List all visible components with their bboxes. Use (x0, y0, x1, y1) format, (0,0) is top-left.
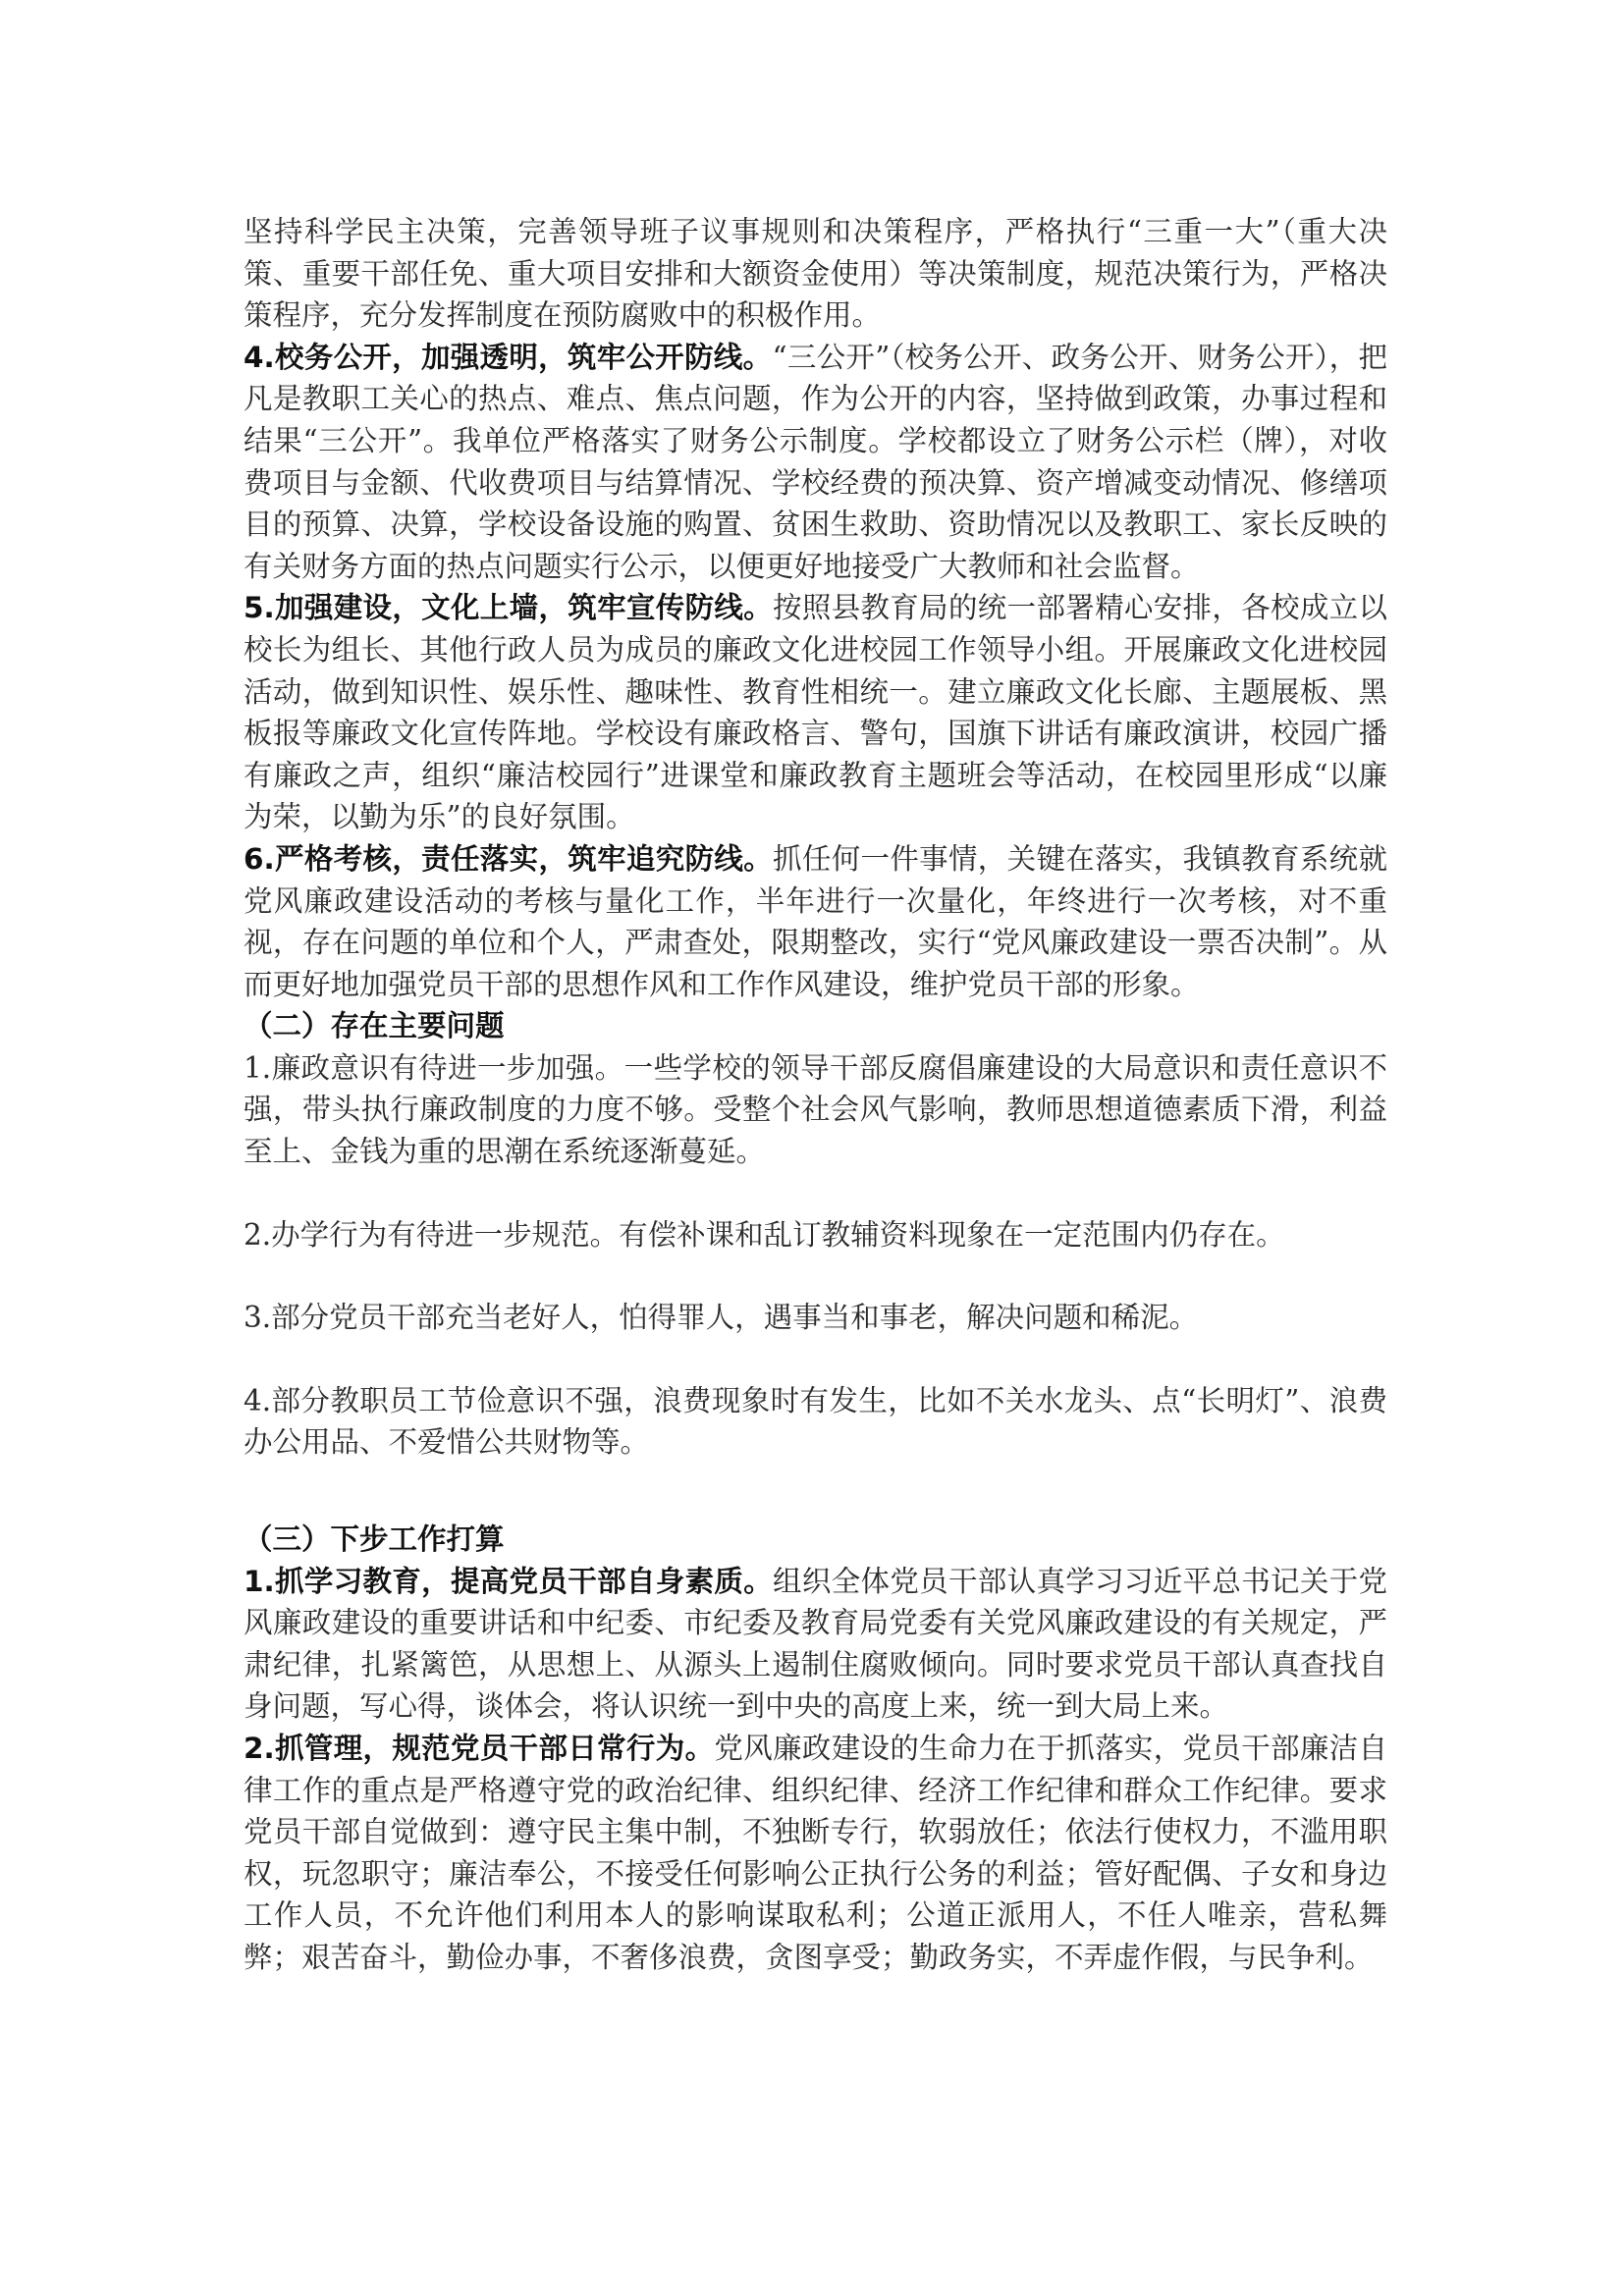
spacer (244, 1173, 1387, 1214)
paragraph-item-4 (244, 337, 1387, 588)
plan-2-body: 党风廉政建设的生命力在于抓落实，党员干部廉洁自律工作的重点是严格遵守党的政治纪律、组织纪律、经济工作纪律和群众工作纪律。要求党员干部自觉做到：遵守民主集中制，不独断专行，软弱放任；依法行使权力，不滥用职权，玩忽职守；廉洁奉公，不接受任何影响公正执行公务的利益；管好配偶、子女和身边工作人员，不允许他们利用本人的影响谋取私利；公道正派用人，不任人唯亲，营私舞弊；艰苦奋斗，勤俭办事，不奢侈浪费，贪图享受；勤政务实，不弄虚作假，与民争利。 (244, 1732, 1387, 1974)
plan-2-heading: 2.抓管理，规范党员干部日常行为。 (244, 1732, 715, 1765)
paragraph-problem-1: 1.廉政意识有待进一步加强。一些学校的领导干部反腐倡廉建设的大局意识和责任意识不强，带头执行廉政制度的力度不够。受整个社会风气影响，教师思想道德素质下滑，利益至上、金钱为重的思潮在系统逐渐蔓延。 (244, 1050, 1387, 1169)
paragraph-plan-1 (244, 1561, 1387, 1728)
paragraph-plan-2 (244, 1728, 1387, 1979)
paragraph-item-6 (244, 838, 1387, 1005)
item-5-body: 按照县教育局的统一部署精心安排，各校成立以校长为组长、其他行政人员为成员的廉政文化进校园工作领导小组。开展廉政文化进校园活动，做到知识性、娱乐性、趣味性、教育性相统一。建立廉政文化长廊、主题展板、黑板报等廉政文化宣传阵地。学校设有廉政格言、警句，国旗下讲话有廉政演讲，校园广播有廉政之声，组织“廉洁校园行”进课堂和廉政教育主题班会等活动，在校园里形成“以廉为荣，以勤为乐”的良好氛围。 (244, 591, 1387, 834)
item-6-heading: 6.严格考核，责任落实，筑牢追究防线。 (244, 841, 774, 876)
plan-1-body: 组织全体党员干部认真学习习近平总书记关于党风廉政建设的重要讲话和中纪委、市纪委及教育局党委有关党风廉政建设的有关规定，严肃纪律，扎紧篱笆，从思想上、从源头上遏制住腐败倾向。同时要求党员干部认真查找自身问题，写心得，谈体会，将认识统一到中央的高度上来，统一到大局上来。 (244, 1564, 1387, 1724)
paragraph-item-5 (244, 587, 1387, 838)
plan-1-heading: 1.抓学习教育，提高党员干部自身素质。 (244, 1564, 774, 1598)
document-page (244, 211, 1387, 1979)
paragraph-problem-4: 4.部分教职员工节俭意识不强，浪费现象时有发生，比如不关水龙头、点“长明灯”、浪费办公用品、不爱惜公共财物等。 (244, 1383, 1387, 1460)
section-3-title: （三）下步工作打算 (244, 1522, 505, 1557)
item-4-body: “三公开”（校务公开、政务公开、财务公开），把凡是教职工关心的热点、难点、焦点问题，作为公开的内容，坚持做到政策，办事过程和结果“三公开”。我单位严格落实了财务公示制度。学校都设立了财务公示栏（牌），对收费项目与金额、代收费项目与结算情况、学校经费的预决算、资产增减变动情况、修缮项目的预算、决算，学校设备设施的购置、贫困生救助、资助情况以及教职工、家长反映的有关财务方面的热点问题实行公示，以便更好地接受广大教师和社会监督。 (244, 340, 1387, 583)
item-4-heading: 4.校务公开，加强透明，筑牢公开防线。 (244, 340, 773, 374)
section-2-title: （二）存在主要问题 (244, 1009, 505, 1043)
spacer (244, 1255, 1387, 1297)
spacer (244, 1339, 1387, 1380)
paragraph-problem-2: 2.办学行为有待进一步规范。有偿补课和乱订教辅资料现象在一定范围内仍存在。 (244, 1217, 1285, 1252)
paragraph-intro: 坚持科学民主决策，完善领导班子议事规则和决策程序，严格执行“三重一大”（重大决策、重要干部任免、重大项目安排和大额资金使用）等决策制度，规范决策行为，严格决策程序，充分发挥制度在预防腐败中的积极作用。 (244, 215, 1387, 333)
paragraph-problem-3: 3.部分党员干部充当老好人，怕得罪人，遇事当和事老，解决问题和稀泥。 (244, 1301, 1199, 1335)
spacer (244, 1464, 1387, 1519)
item-6-body: 抓任何一件事情，关键在落实，我镇教育系统就党风廉政建设活动的考核与量化工作，半年进行一次量化，年终进行一次考核，对不重视，存在问题的单位和个人，严肃查处，限期整改，实行“党风廉政建设一票否决制”。从而更好地加强党员干部的思想作风和工作作风建设，维护党员干部的形象。 (244, 841, 1387, 1001)
item-5-heading: 5.加强建设，文化上墙，筑牢宣传防线。 (244, 591, 774, 625)
